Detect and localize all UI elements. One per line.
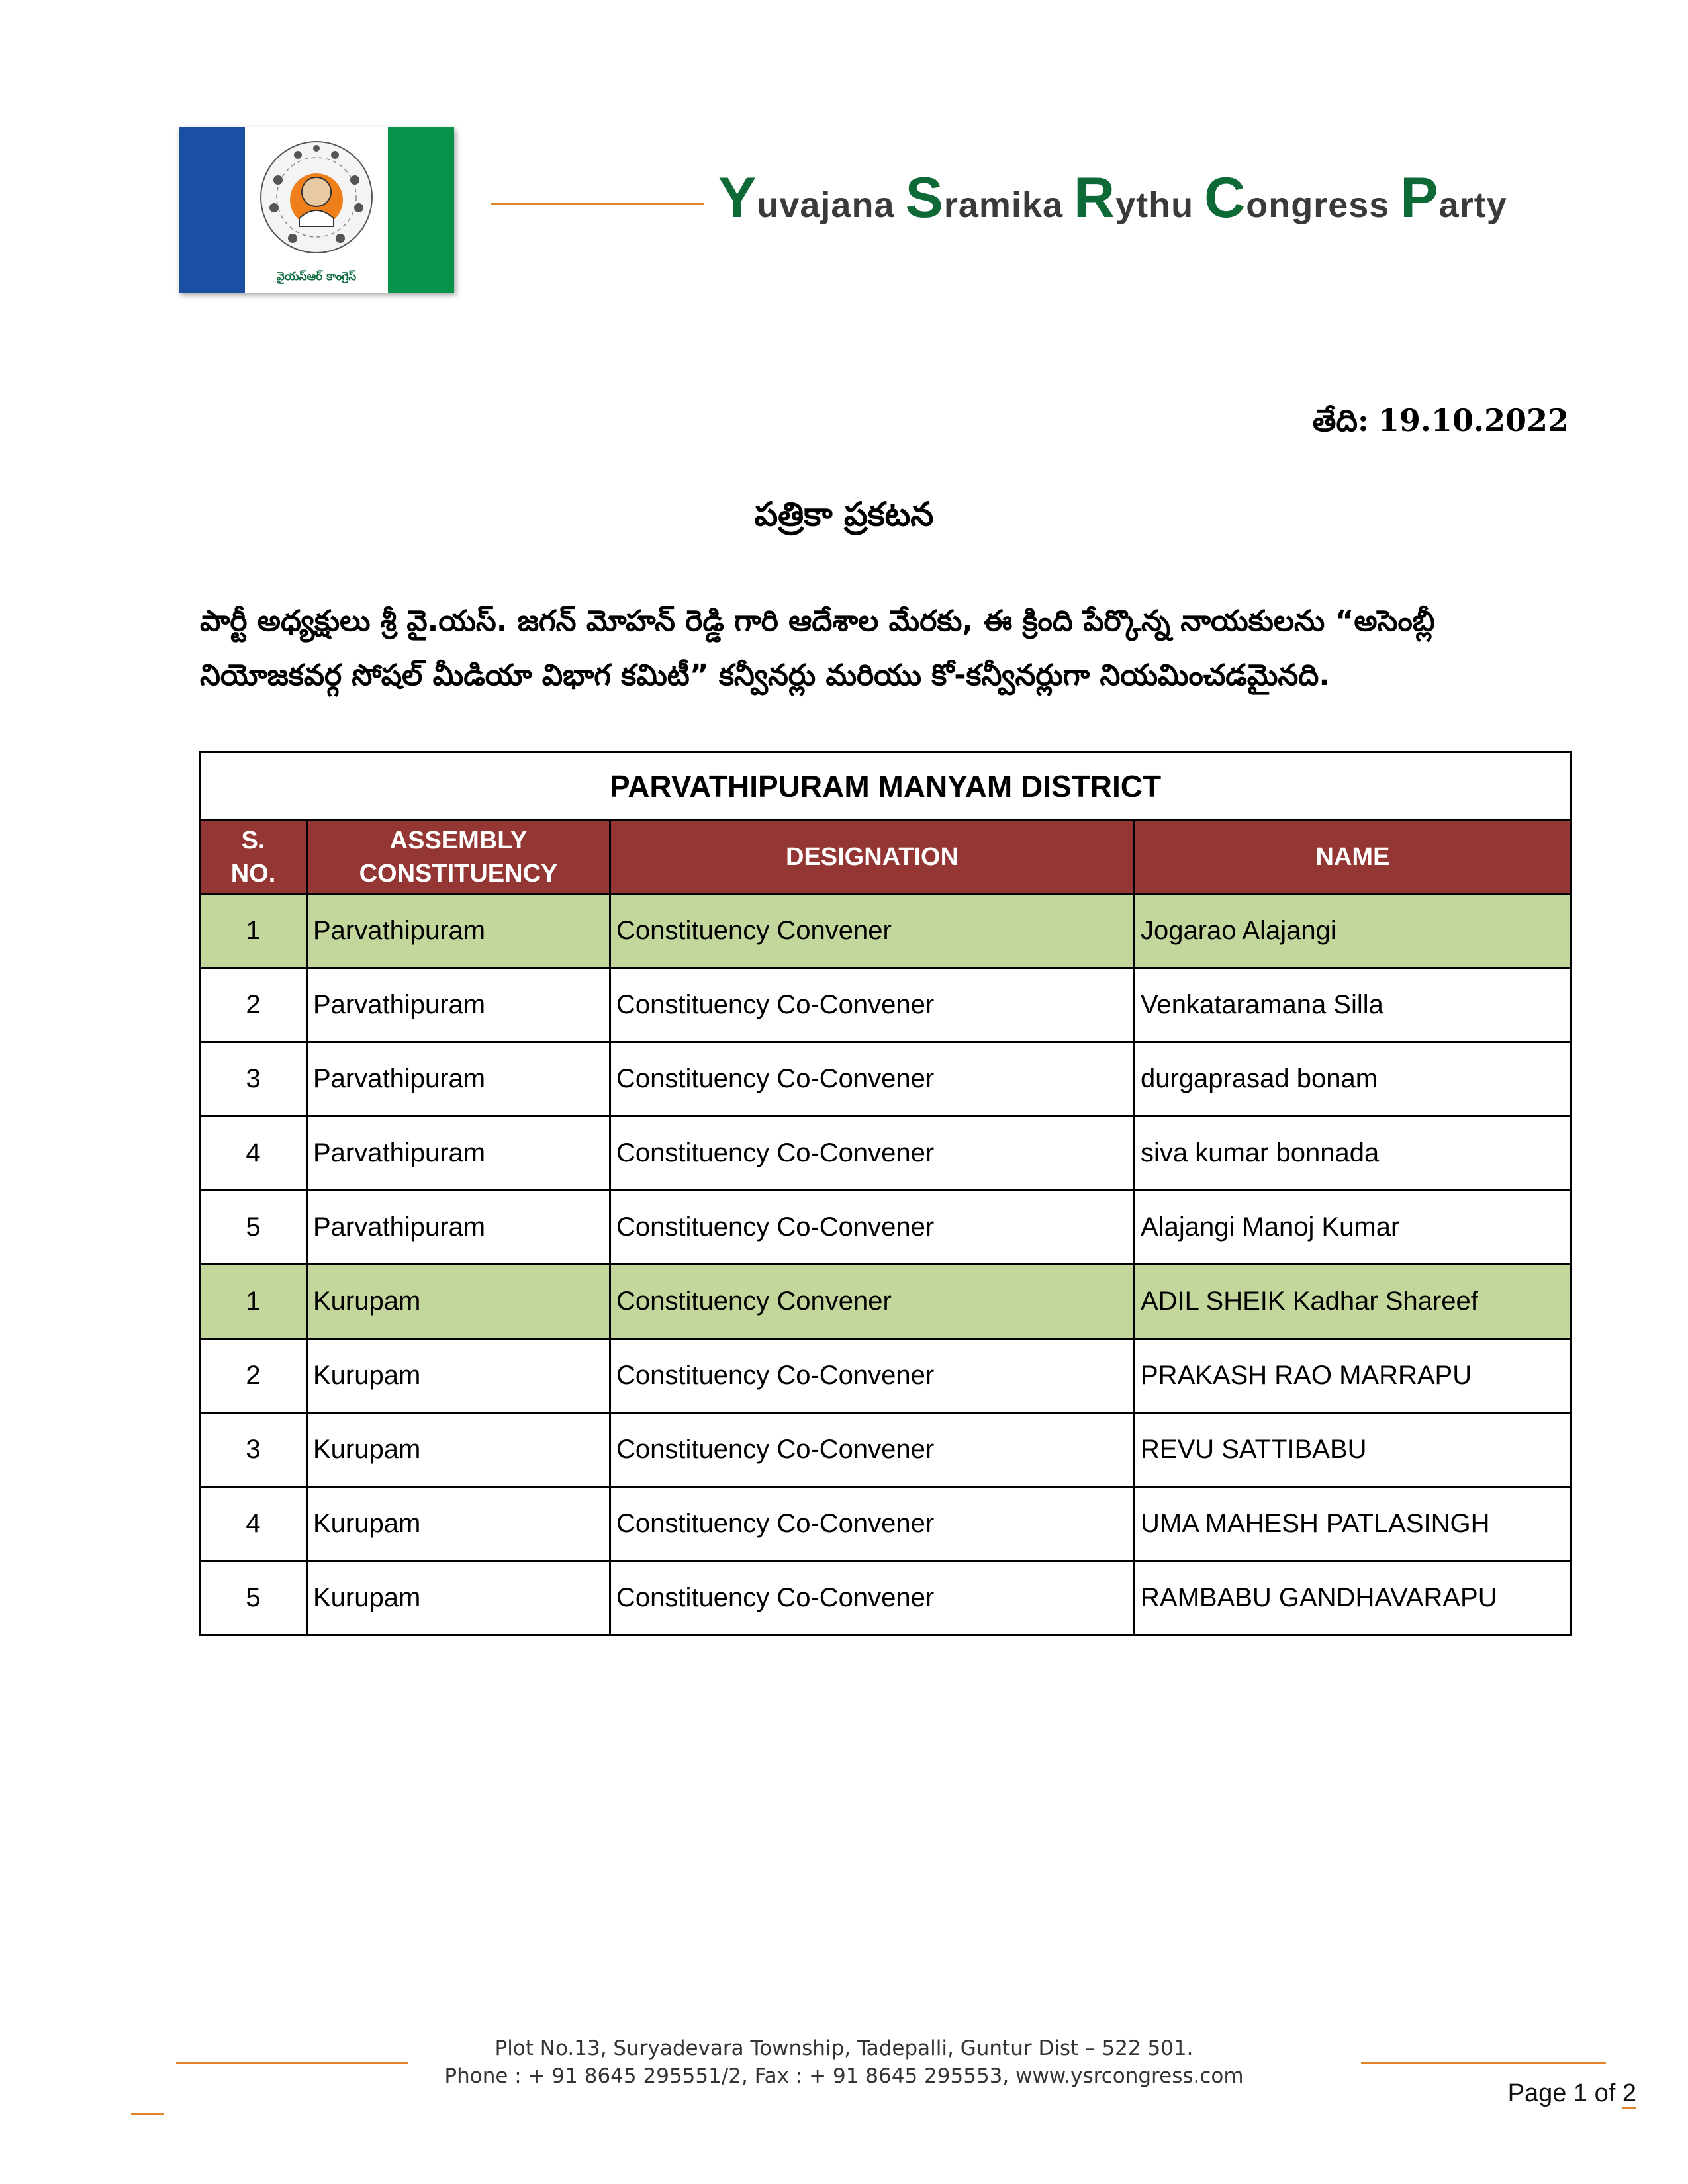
table-row xyxy=(200,1487,1571,1561)
table-row xyxy=(200,1116,1571,1191)
party-name-word: ramika xyxy=(943,185,1074,225)
table-row xyxy=(200,1339,1571,1413)
logo-script-text: వైయస్ఆర్ కాంగ్రెస్ xyxy=(276,270,357,283)
cell-constituency: Parvathipuram xyxy=(307,1191,610,1265)
date-label: తేది: xyxy=(1312,402,1369,438)
footer-address xyxy=(0,2034,1688,2090)
party-name-initial: S xyxy=(905,166,944,230)
party-logo xyxy=(179,127,454,293)
footer-address-line: Plot No.13, Suryadevara Township, Tadepalli, Guntur Dist – 522 501. xyxy=(494,2036,1194,2060)
table-row xyxy=(200,1561,1571,1635)
press-release-body xyxy=(200,594,1537,703)
table-row xyxy=(200,1413,1571,1487)
cell-constituency: Parvathipuram xyxy=(307,894,610,968)
cell-constituency: Kurupam xyxy=(307,1265,610,1339)
table-row xyxy=(200,968,1571,1042)
cell-name: durgaprasad bonam xyxy=(1135,1042,1571,1116)
page-number xyxy=(1508,2079,1636,2108)
cell-constituency: Parvathipuram xyxy=(307,968,610,1042)
logo-blue-band xyxy=(179,127,245,293)
logo-green-band xyxy=(388,127,454,293)
cell-constituency: Kurupam xyxy=(307,1487,610,1561)
party-name-word: uvajana xyxy=(757,185,906,225)
cell-name: Alajangi Manoj Kumar xyxy=(1135,1191,1571,1265)
header-designation: DESIGNATION xyxy=(610,821,1135,894)
district-heading: PARVATHIPURAM MANYAM DISTRICT xyxy=(200,752,1571,821)
body-line: నియోజకవర్గ సోషల్ మీడియా విభాగ కమిటీ” కన్వీనర్లు మరియు కో-కన్వీనర్లుగా నియమించడమైనది. xyxy=(200,659,1331,692)
cell-constituency: Kurupam xyxy=(307,1561,610,1635)
cell-designation: Constituency Convener xyxy=(610,1265,1135,1339)
cell-sno: 2 xyxy=(200,968,307,1042)
cell-designation: Constituency Co-Convener xyxy=(610,1487,1135,1561)
cell-sno: 4 xyxy=(200,1487,307,1561)
cell-designation: Constituency Co-Convener xyxy=(610,1191,1135,1265)
header-sno-line: NO. xyxy=(230,860,276,887)
cell-sno: 5 xyxy=(200,1561,307,1635)
cell-constituency: Parvathipuram xyxy=(307,1116,610,1191)
cell-name: REVU SATTIBABU xyxy=(1135,1413,1571,1487)
cell-designation: Constituency Co-Convener xyxy=(610,968,1135,1042)
cell-constituency: Parvathipuram xyxy=(307,1042,610,1116)
header-assembly-line: CONSTITUENCY xyxy=(359,860,558,887)
cell-name: ADIL SHEIK Kadhar Shareef xyxy=(1135,1265,1571,1339)
header-sno xyxy=(200,821,307,894)
table-row xyxy=(200,894,1571,968)
header-sno-line: S. xyxy=(241,827,265,854)
header-assembly-line: ASSEMBLY xyxy=(389,827,528,854)
party-name-word: ongress xyxy=(1246,185,1401,225)
cell-designation: Constituency Co-Convener xyxy=(610,1413,1135,1487)
date-value: 19.10.2022 xyxy=(1378,402,1569,438)
body-line: పార్టీ అధ్యక్షులు శ్రీ వై.యస్. జగన్ మోహన్ రెడ్డి గారి ఆదేశాల మేరకు, ఈ క్రింది పేర్కొన్న నాయకులను “అసెంబ్లీ xyxy=(200,604,1435,638)
party-name xyxy=(718,165,1579,231)
header-name: NAME xyxy=(1135,821,1571,894)
cell-sno: 3 xyxy=(200,1042,307,1116)
cell-constituency: Kurupam xyxy=(307,1413,610,1487)
cell-name: Jogarao Alajangi xyxy=(1135,894,1571,968)
cell-sno: 5 xyxy=(200,1191,307,1265)
page-number-total: 2 xyxy=(1622,2079,1636,2107)
table-row xyxy=(200,1265,1571,1339)
table-row xyxy=(200,1042,1571,1116)
cell-designation: Constituency Convener xyxy=(610,894,1135,968)
cell-name: Venkataramana Silla xyxy=(1135,968,1571,1042)
cell-name: PRAKASH RAO MARRAPU xyxy=(1135,1339,1571,1413)
party-name-word: ythu xyxy=(1115,185,1205,225)
header-rule xyxy=(491,203,704,205)
cell-sno: 2 xyxy=(200,1339,307,1413)
cell-name: siva kumar bonnada xyxy=(1135,1116,1571,1191)
logo-white-band xyxy=(245,127,388,293)
cell-name: RAMBABU GANDHAVARAPU xyxy=(1135,1561,1571,1635)
party-name-initial: C xyxy=(1204,166,1246,230)
party-name-initial: Y xyxy=(718,166,757,230)
header-assembly-constituency xyxy=(307,821,610,894)
page-title: పత్రికా ప్రకటన xyxy=(754,495,934,533)
footer-rule-corner xyxy=(131,2113,164,2115)
table-row xyxy=(200,1191,1571,1265)
party-name-word: arty xyxy=(1438,185,1507,225)
cell-constituency: Kurupam xyxy=(307,1339,610,1413)
emblem-icon xyxy=(258,139,375,255)
district-row xyxy=(200,752,1571,821)
cell-designation: Constituency Co-Convener xyxy=(610,1116,1135,1191)
page-number-prefix: Page 1 of xyxy=(1507,2079,1622,2107)
cell-name: UMA MAHESH PATLASINGH xyxy=(1135,1487,1571,1561)
cell-sno: 4 xyxy=(200,1116,307,1191)
date-line xyxy=(1313,402,1569,446)
cell-sno: 3 xyxy=(200,1413,307,1487)
committee-table xyxy=(199,751,1572,1636)
cell-sno: 1 xyxy=(200,1265,307,1339)
footer-contact-line: Phone : + 91 8645 295551/2, Fax : + 91 8645 295553, www.ysrcongress.com xyxy=(444,2064,1244,2088)
cell-designation: Constituency Co-Convener xyxy=(610,1339,1135,1413)
table-header-row xyxy=(200,821,1571,894)
cell-designation: Constituency Co-Convener xyxy=(610,1561,1135,1635)
party-name-initial: R xyxy=(1074,166,1116,230)
party-name-initial: P xyxy=(1400,166,1439,230)
cell-sno: 1 xyxy=(200,894,307,968)
cell-designation: Constituency Co-Convener xyxy=(610,1042,1135,1116)
